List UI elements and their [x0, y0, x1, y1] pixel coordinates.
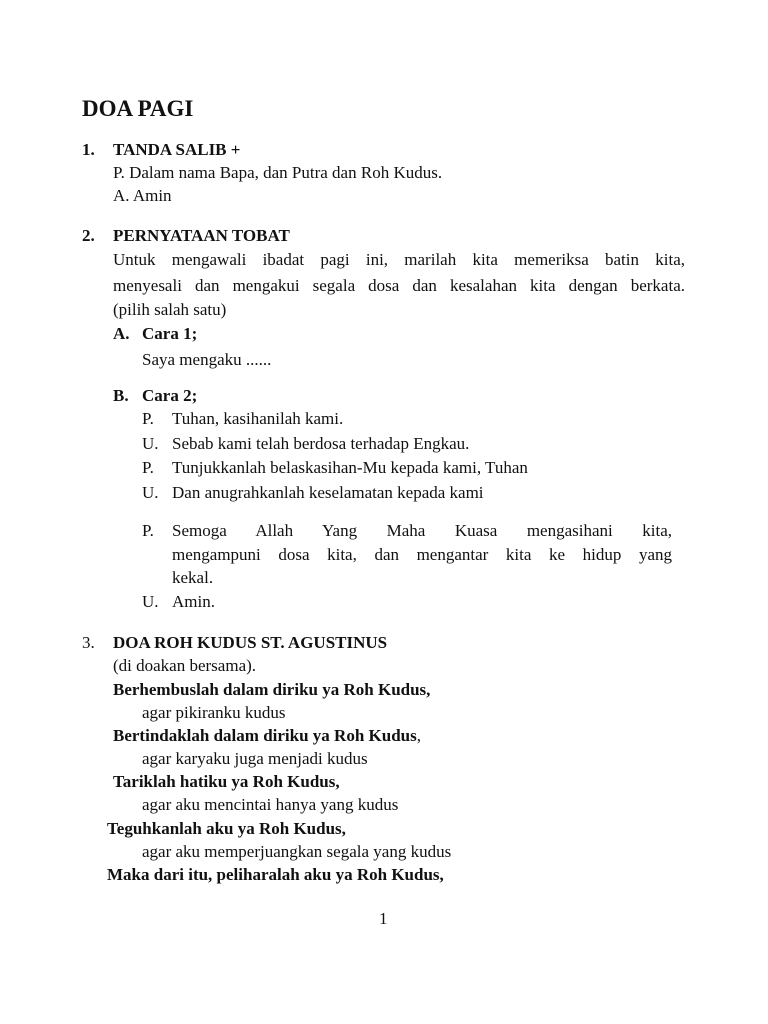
option-a-text: Saya mengaku ......: [142, 350, 272, 369]
section-1-heading: TANDA SALIB +: [113, 140, 241, 159]
prayer-line-bold: Teguhkanlah aku ya Roh Kudus,: [107, 819, 346, 838]
prayer-line-bold: Maka dari itu, peliharalah aku ya Roh Kudus,: [107, 865, 444, 884]
section-1-line-1: P. Dalam nama Bapa, dan Putra dan Roh Kudus.: [113, 163, 443, 182]
prayer-line-bold: Berhembuslah dalam diriku ya Roh Kudus,: [113, 680, 431, 699]
litany-marker: P.: [142, 458, 154, 477]
section-3-number: 3.: [82, 633, 95, 652]
section-1-number: 1.: [82, 140, 95, 159]
prayer-line: agar aku memperjuangkan segala yang kudus: [142, 842, 452, 861]
section-3-heading: DOA ROH KUDUS ST. AGUSTINUS: [113, 633, 388, 652]
litany-text: Dan anugrahkanlah keselamatan kepada kami: [172, 483, 484, 502]
amen-marker: U.: [142, 592, 159, 611]
section-2-heading: PERNYATAAN TOBAT: [113, 226, 290, 245]
litany-marker: P.: [142, 409, 154, 428]
page-number: 1: [379, 909, 388, 928]
option-b-title: Cara 2;: [142, 386, 198, 405]
litany-text: Tuhan, kasihanilah kami.: [172, 409, 344, 428]
prayer-line-comma: ,: [416, 726, 421, 745]
litany-marker: U.: [142, 483, 159, 502]
closing-prayer-marker: P.: [142, 521, 154, 540]
prayer-line: agar pikiranku kudus: [142, 703, 286, 722]
option-a-marker: A.: [113, 324, 130, 343]
litany-text: Sebab kami telah berdosa terhadap Engkau.: [172, 434, 470, 453]
prayer-line: agar aku mencintai hanya yang kudus: [142, 795, 399, 814]
prayer-line: agar karyaku juga menjadi kudus: [142, 749, 368, 768]
closing-prayer-line-3: kekal.: [172, 568, 214, 587]
page-title: DOA PAGI: [82, 96, 194, 121]
section-2-paragraph-line-1: Untuk mengawali ibadat pagi ini, marilah kita memeriksa batin kita,: [113, 250, 685, 269]
prayer-line-bold: Tariklah hatiku ya Roh Kudus,: [113, 772, 340, 791]
section-1-line-2: A. Amin: [113, 186, 172, 205]
litany-text: Tunjukkanlah belaskasihan-Mu kepada kami, Tuhan: [172, 458, 528, 477]
section-2-paragraph-line-2: menyesali dan mengakui segala dosa dan kesalahan kita dengan berkata.: [113, 276, 685, 295]
prayer-line-bold-part: Bertindaklah dalam diriku ya Roh Kudus: [113, 726, 417, 745]
closing-prayer-line-1: Semoga Allah Yang Maha Kuasa mengasihani kita,: [172, 521, 672, 540]
closing-prayer-line-2: mengampuni dosa kita, dan mengantar kita ke hidup yang: [172, 545, 672, 564]
prayer-line-mixed: [113, 726, 421, 746]
option-a-title: Cara 1;: [142, 324, 198, 343]
option-b-marker: B.: [113, 386, 129, 405]
litany-marker: U.: [142, 434, 159, 453]
section-2-number: 2.: [82, 226, 95, 245]
amen-text: Amin.: [172, 592, 215, 611]
section-3-subtitle: (di doakan bersama).: [113, 656, 257, 675]
section-2-paragraph-line-3: (pilih salah satu): [113, 300, 227, 319]
